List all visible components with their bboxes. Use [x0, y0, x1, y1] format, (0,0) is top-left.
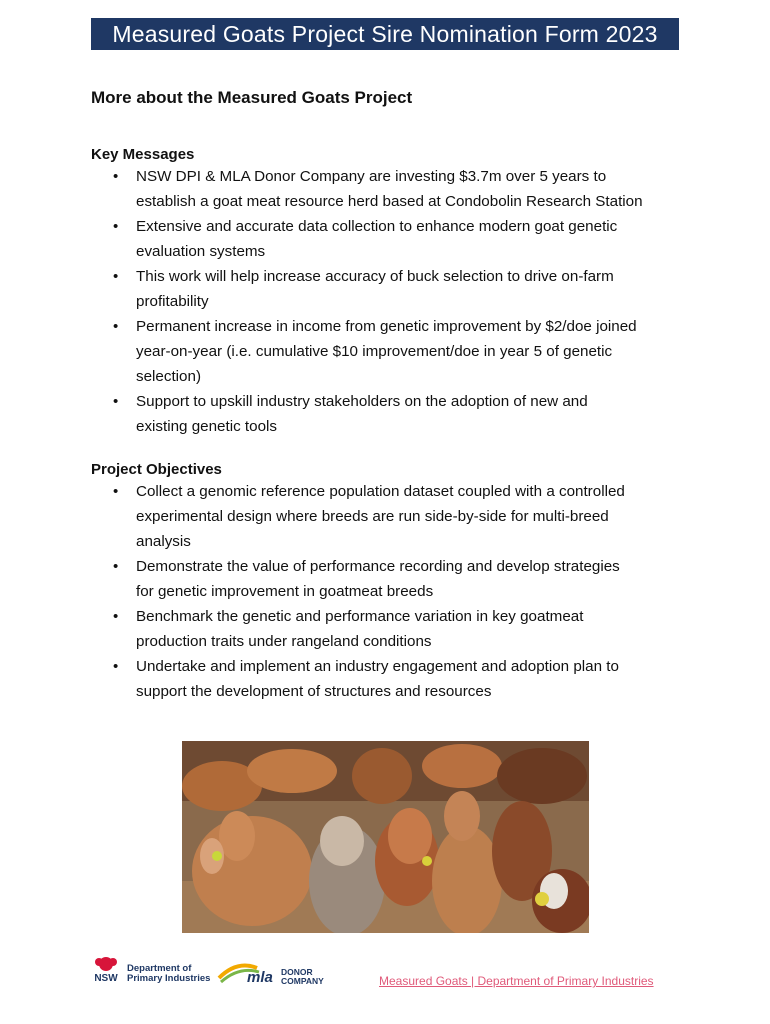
project-objectives-list — [91, 479, 691, 704]
bullet-item — [91, 479, 691, 554]
bullet-line: analysis — [136, 533, 191, 550]
bullet-line: production traits under rangeland conditions — [136, 633, 432, 650]
mla-logo — [217, 958, 277, 988]
project-objectives-heading: Project Objectives — [91, 461, 222, 478]
bullet-item — [91, 264, 691, 314]
bullet-line: selection) — [136, 368, 201, 385]
bullet-line: for genetic improvement in goatmeat breeds — [136, 583, 434, 600]
key-messages-heading: Key Messages — [91, 146, 195, 163]
bullet-line: • Benchmark the genetic and performance variation in key goatmeat — [136, 608, 584, 625]
goats-photo — [182, 741, 589, 933]
page-title: Measured Goats Project Sire Nomination Form 2023 — [112, 21, 658, 47]
goats-photo-illustration — [182, 741, 589, 933]
bullet-item — [91, 164, 691, 214]
donor-line-2: COMPANY — [281, 976, 324, 986]
page-title-bar — [91, 18, 679, 50]
nsw-logo-text: NSW — [94, 973, 118, 984]
donor-company-text — [281, 968, 324, 986]
dpi-logo-text — [127, 964, 210, 984]
bullet-item — [91, 389, 691, 439]
bullet-line: • NSW DPI & MLA Donor Company are investing $3.7m over 5 years to — [136, 168, 607, 185]
bullet-line: • This work will help increase accuracy of buck selection to drive on-farm — [136, 268, 614, 285]
key-messages-list — [91, 164, 691, 439]
main-content — [91, 145, 691, 704]
footer-link[interactable]: Measured Goats | Department of Primary Industries — [379, 974, 654, 988]
donor-line-1: DONOR — [281, 967, 313, 977]
bullet-line: experimental design where breeds are run side-by-side for multi-breed — [136, 508, 609, 525]
dpi-line-1: Department of — [127, 963, 192, 974]
bullet-line: • Permanent increase in income from genetic improvement by $2/doe joined — [136, 318, 637, 335]
bullet-item — [91, 214, 691, 264]
bullet-line: • Undertake and implement an industry engagement and adoption plan to — [136, 658, 619, 675]
bullet-item — [91, 654, 691, 704]
section-heading: More about the Measured Goats Project — [91, 88, 413, 107]
bullet-item — [91, 604, 691, 654]
footer-logos — [91, 955, 331, 991]
bullet-line: • Support to upskill industry stakeholders on the adoption of new and — [136, 393, 588, 410]
nsw-government-logo — [91, 955, 121, 989]
bullet-line: evaluation systems — [136, 243, 266, 260]
bullet-line: year-on-year (i.e. cumulative $10 improvement/doe in year 5 of genetic — [136, 343, 613, 360]
bullet-line: profitability — [136, 293, 209, 310]
bullet-item — [91, 554, 691, 604]
bullet-line: • Demonstrate the value of performance recording and develop strategies — [136, 558, 620, 575]
bullet-line: • Extensive and accurate data collection to enhance modern goat genetic — [136, 218, 618, 235]
mla-logo-text: mla — [247, 969, 273, 986]
bullet-item — [91, 314, 691, 389]
dpi-line-2: Primary Industries — [127, 973, 211, 984]
bullet-line: • Collect a genomic reference population dataset coupled with a controlled — [136, 483, 625, 500]
bullet-line: existing genetic tools — [136, 418, 277, 435]
bullet-line: establish a goat meat resource herd based at Condobolin Research Station — [136, 193, 643, 210]
bullet-line: support the development of structures and resources — [136, 683, 492, 700]
